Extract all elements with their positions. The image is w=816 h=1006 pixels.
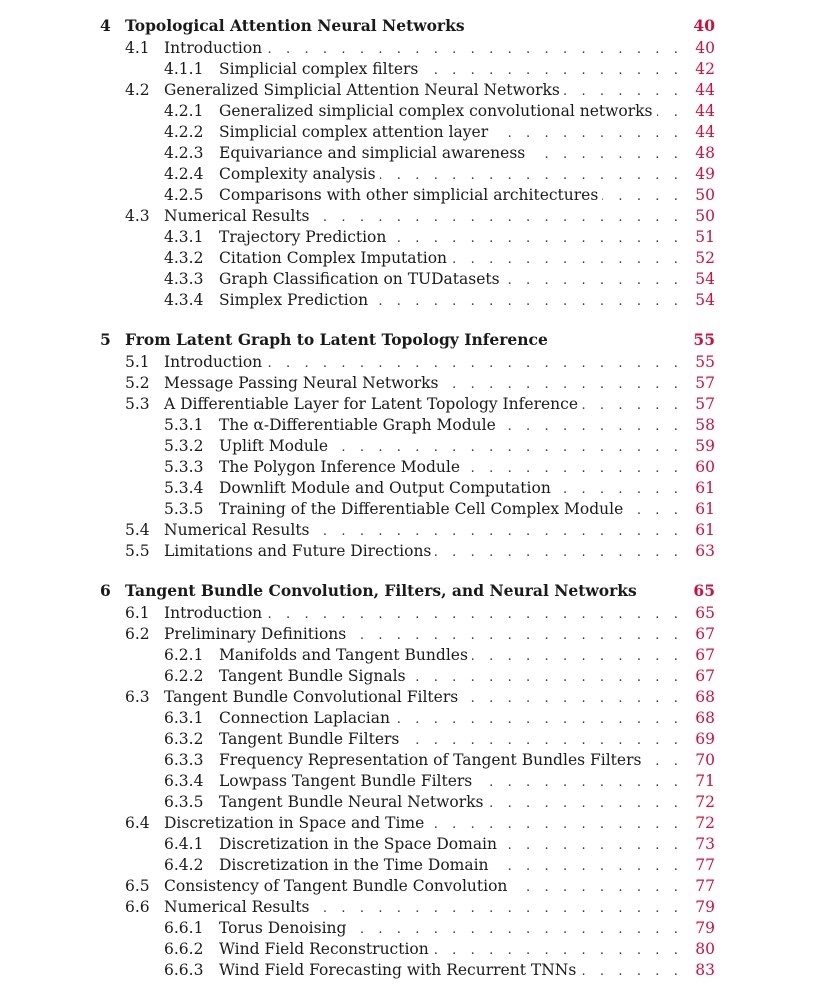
- section-title: Lowpass Tangent Bundle Filters: [219, 771, 476, 792]
- section-number: 6.3.5: [164, 793, 204, 811]
- toc-subsection-link[interactable]: [100, 59, 715, 80]
- dot-leader: [332, 437, 685, 458]
- section-number: 6.6.2: [164, 940, 204, 958]
- section-page-link[interactable]: 48: [695, 144, 715, 162]
- toc-subsection-link[interactable]: [100, 729, 715, 750]
- section-title: Generalized simplicial complex convolutional networks: [219, 101, 657, 122]
- section-number: 5.4: [125, 521, 150, 539]
- section-number: 6.4.1: [164, 835, 204, 853]
- toc-subsection-link[interactable]: [100, 499, 715, 520]
- toc-section-link[interactable]: [100, 813, 715, 834]
- section-title: Numerical Results: [164, 520, 314, 541]
- section-page-link[interactable]: 61: [695, 479, 715, 497]
- section-title: Uplift Module: [219, 436, 332, 457]
- section-number: 4.2.5: [164, 186, 204, 204]
- section-number: 6.2.1: [164, 646, 204, 664]
- section-page-link[interactable]: 40: [695, 39, 715, 57]
- section-number: 5.1: [125, 353, 150, 371]
- dot-leader: [657, 102, 686, 123]
- section-title: Complexity analysis: [219, 164, 380, 185]
- toc-subsection-link[interactable]: [100, 855, 715, 876]
- section-page-link[interactable]: 61: [695, 521, 715, 539]
- toc-subsection-link[interactable]: [100, 415, 715, 436]
- section-title: Trajectory Prediction: [219, 227, 390, 248]
- section-page-link[interactable]: 73: [695, 835, 715, 853]
- toc-section-link[interactable]: [100, 38, 715, 59]
- section-title: Frequency Representation of Tangent Bundles Filters: [219, 750, 645, 771]
- section-title: Numerical Results: [164, 206, 314, 227]
- section-page-link[interactable]: 67: [695, 646, 715, 664]
- section-page-link[interactable]: 57: [695, 395, 715, 413]
- section-title: Torus Denoising: [219, 918, 350, 939]
- section-page-link[interactable]: 60: [695, 458, 715, 476]
- dot-leader: [433, 940, 685, 961]
- section-page-link[interactable]: 65: [695, 604, 715, 622]
- section-title: Consistency of Tangent Bundle Convolution: [164, 876, 511, 897]
- section-page-link[interactable]: 72: [695, 793, 715, 811]
- toc-section-link[interactable]: [100, 687, 715, 708]
- section-title: Citation Complex Imputation: [219, 248, 451, 269]
- dot-leader: [422, 60, 685, 81]
- dot-leader: [314, 207, 685, 228]
- toc-subsection-link[interactable]: [100, 918, 715, 939]
- section-page-link[interactable]: 79: [695, 898, 715, 916]
- section-number: 4.3.1: [164, 228, 204, 246]
- chapter-title: Topological Attention Neural Networks: [125, 14, 469, 38]
- section-title: Downlift Module and Output Computation: [219, 478, 555, 499]
- dot-leader: [580, 961, 685, 982]
- section-number: 5.5: [125, 542, 150, 560]
- toc-subsection-link[interactable]: [100, 436, 715, 457]
- section-title: Connection Laplacian: [219, 708, 394, 729]
- dot-leader: [442, 374, 685, 395]
- toc-subsection-link[interactable]: [100, 960, 715, 981]
- chapter-page-link[interactable]: 55: [693, 330, 715, 349]
- section-page-link[interactable]: 68: [695, 709, 715, 727]
- section-title: Preliminary Definitions: [164, 624, 350, 645]
- section-title: Tangent Bundle Filters: [219, 729, 403, 750]
- toc-chapter-link[interactable]: [100, 579, 715, 603]
- section-title: Training of the Differentiable Cell Complex Module: [219, 499, 627, 520]
- dot-leader: [372, 291, 685, 312]
- chapter-title: Tangent Bundle Convolution, Filters, and Neural Networks: [125, 579, 641, 603]
- section-number: 4.1: [125, 39, 150, 57]
- section-title: Simplicial complex filters: [219, 59, 422, 80]
- toc-subsection-link[interactable]: [100, 645, 715, 666]
- toc-chapter-link[interactable]: [100, 14, 715, 38]
- toc-section-link[interactable]: [100, 394, 715, 415]
- toc-subsection-link[interactable]: [100, 771, 715, 792]
- section-number: 6.3.2: [164, 730, 204, 748]
- section-page-link[interactable]: 69: [695, 730, 715, 748]
- toc-chapter: [100, 14, 715, 311]
- dot-leader: [350, 625, 685, 646]
- toc-subsection-link[interactable]: [100, 750, 715, 771]
- section-title: Wind Field Reconstruction: [219, 939, 433, 960]
- section-title: Message Passing Neural Networks: [164, 373, 442, 394]
- section-page-link[interactable]: 49: [695, 165, 715, 183]
- toc-section-link[interactable]: [100, 541, 715, 562]
- dot-leader: [380, 165, 685, 186]
- section-number: 6.3.3: [164, 751, 204, 769]
- toc-subsection-link[interactable]: [100, 164, 715, 185]
- chapter-page-link[interactable]: 65: [693, 581, 715, 600]
- section-page-link[interactable]: 51: [695, 228, 715, 246]
- toc-chapter-link[interactable]: [100, 328, 715, 352]
- dot-leader: [410, 667, 685, 688]
- section-page-link[interactable]: 68: [695, 688, 715, 706]
- section-page-link[interactable]: 59: [695, 437, 715, 455]
- toc-subsection-link[interactable]: [100, 666, 715, 687]
- section-page-link[interactable]: 58: [695, 416, 715, 434]
- dot-leader: [266, 604, 685, 625]
- toc-section-link[interactable]: [100, 80, 715, 101]
- toc-section-link[interactable]: [100, 352, 715, 373]
- section-title: Numerical Results: [164, 897, 314, 918]
- section-number: 4.3.4: [164, 291, 204, 309]
- toc-subsection-link[interactable]: [100, 248, 715, 269]
- section-title: Simplicial complex attention layer: [219, 122, 492, 143]
- section-title: The Polygon Inference Module: [219, 457, 464, 478]
- dot-leader: [555, 479, 685, 500]
- section-title: Discretization in Space and Time: [164, 813, 428, 834]
- dot-leader: [403, 730, 685, 751]
- section-page-link[interactable]: 44: [695, 123, 715, 141]
- dot-leader: [266, 39, 685, 60]
- section-title: A Differentiable Layer for Latent Topology Inference: [164, 394, 582, 415]
- section-number: 5.3.1: [164, 416, 204, 434]
- section-number: 6.2: [125, 625, 150, 643]
- toc-subsection-link[interactable]: [100, 290, 715, 311]
- toc-subsection-link[interactable]: [100, 101, 715, 122]
- chapter-number: 5: [100, 330, 111, 349]
- dot-leader: [627, 500, 685, 521]
- dot-leader: [504, 270, 685, 291]
- section-number: 6.2.2: [164, 667, 204, 685]
- section-title: Graph Classification on TUDatasets: [219, 269, 504, 290]
- dot-leader: [582, 395, 685, 416]
- dot-leader: [314, 521, 685, 542]
- toc-section-link[interactable]: [100, 876, 715, 897]
- section-page-link[interactable]: 71: [695, 772, 715, 790]
- section-page-link[interactable]: 50: [695, 207, 715, 225]
- section-title: Tangent Bundle Signals: [219, 666, 410, 687]
- section-page-link[interactable]: 80: [695, 940, 715, 958]
- dot-leader: [476, 772, 685, 793]
- toc-subsection-link[interactable]: [100, 478, 715, 499]
- section-title: Tangent Bundle Neural Networks: [219, 792, 488, 813]
- dot-leader: [529, 144, 685, 165]
- chapter-number: 4: [100, 16, 111, 35]
- dot-leader: [492, 123, 685, 144]
- toc-chapter: [100, 328, 715, 562]
- toc-subsection-link[interactable]: [100, 143, 715, 164]
- section-number: 5.2: [125, 374, 150, 392]
- section-number: 4.2.2: [164, 123, 204, 141]
- toc-section-link[interactable]: [100, 897, 715, 918]
- dot-leader: [435, 542, 685, 563]
- section-number: 4.2: [125, 81, 150, 99]
- section-page-link[interactable]: 54: [695, 270, 715, 288]
- section-title: Limitations and Future Directions: [164, 541, 435, 562]
- section-title: Comparisons with other simplicial architectures: [219, 185, 602, 206]
- section-page-link[interactable]: 72: [695, 814, 715, 832]
- dot-leader: [451, 249, 685, 270]
- toc-subsection-link[interactable]: [100, 269, 715, 290]
- toc-subsection-link[interactable]: [100, 708, 715, 729]
- section-number: 6.6.1: [164, 919, 204, 937]
- dot-leader: [493, 856, 685, 877]
- table-of-contents: [100, 14, 715, 998]
- section-number: 6.4: [125, 814, 150, 832]
- section-title: Generalized Simplicial Attention Neural Networks: [164, 80, 564, 101]
- section-number: 4.1.1: [164, 60, 204, 78]
- section-number: 4.2.3: [164, 144, 204, 162]
- dot-leader: [350, 919, 685, 940]
- section-page-link[interactable]: 54: [695, 291, 715, 309]
- section-number: 4.3.3: [164, 270, 204, 288]
- section-title: Tangent Bundle Convolutional Filters: [164, 687, 462, 708]
- section-number: 5.3: [125, 395, 150, 413]
- section-page-link[interactable]: 63: [695, 542, 715, 560]
- dot-leader: [564, 81, 685, 102]
- section-title: Simplex Prediction: [219, 290, 372, 311]
- dot-leader: [428, 814, 685, 835]
- toc-section-link[interactable]: [100, 603, 715, 624]
- section-title: Introduction: [164, 603, 266, 624]
- toc-chapter: [100, 579, 715, 981]
- section-number: 6.3.1: [164, 709, 204, 727]
- section-number: 4.2.1: [164, 102, 204, 120]
- section-number: 5.3.2: [164, 437, 204, 455]
- section-number: 6.5: [125, 877, 150, 895]
- section-number: 6.6: [125, 898, 150, 916]
- toc-section-link[interactable]: [100, 373, 715, 394]
- section-page-link[interactable]: 42: [695, 60, 715, 78]
- chapter-number: 6: [100, 581, 111, 600]
- section-title: Introduction: [164, 38, 266, 59]
- dot-leader: [472, 646, 685, 667]
- toc-subsection-link[interactable]: [100, 122, 715, 143]
- dot-leader: [394, 709, 685, 730]
- section-number: 6.3.4: [164, 772, 204, 790]
- section-number: 6.4.2: [164, 856, 204, 874]
- section-page-link[interactable]: 50: [695, 186, 715, 204]
- section-page-link[interactable]: 61: [695, 500, 715, 518]
- section-number: 5.3.3: [164, 458, 204, 476]
- section-number: 5.3.5: [164, 500, 204, 518]
- section-page-link[interactable]: 44: [695, 102, 715, 120]
- toc-section-link[interactable]: [100, 624, 715, 645]
- section-title: Equivariance and simplicial awareness: [219, 143, 529, 164]
- section-title: Wind Field Forecasting with Recurrent TNNs: [219, 960, 580, 981]
- dot-leader: [488, 793, 686, 814]
- toc-subsection-link[interactable]: [100, 939, 715, 960]
- section-page-link[interactable]: 55: [695, 353, 715, 371]
- section-title: The α-Differentiable Graph Module: [219, 415, 500, 436]
- section-number: 5.3.4: [164, 479, 204, 497]
- toc-section-link[interactable]: [100, 520, 715, 541]
- section-title: Discretization in the Space Domain: [219, 834, 501, 855]
- dot-leader: [511, 877, 685, 898]
- section-number: 6.1: [125, 604, 150, 622]
- dot-leader: [501, 835, 685, 856]
- toc-subsection-link[interactable]: [100, 185, 715, 206]
- section-page-link[interactable]: 83: [695, 961, 715, 979]
- dot-leader: [314, 898, 685, 919]
- section-page-link[interactable]: 52: [695, 249, 715, 267]
- dot-leader: [462, 688, 685, 709]
- section-title: Introduction: [164, 352, 266, 373]
- dot-leader: [266, 353, 685, 374]
- dot-leader: [645, 751, 685, 772]
- section-page-link[interactable]: 77: [695, 877, 715, 895]
- dot-leader: [500, 416, 685, 437]
- toc-section-link[interactable]: [100, 206, 715, 227]
- dot-leader: [390, 228, 685, 249]
- section-number: 4.3.2: [164, 249, 204, 267]
- dot-leader: [602, 186, 685, 207]
- section-number: 6.3: [125, 688, 150, 706]
- section-page-link[interactable]: 57: [695, 374, 715, 392]
- toc-subsection-link[interactable]: [100, 457, 715, 478]
- section-page-link[interactable]: 67: [695, 625, 715, 643]
- chapter-page-link[interactable]: 40: [693, 16, 715, 35]
- section-number: 6.6.3: [164, 961, 204, 979]
- dot-leader: [464, 458, 685, 479]
- section-title: Manifolds and Tangent Bundles: [219, 645, 472, 666]
- toc-subsection-link[interactable]: [100, 227, 715, 248]
- toc-subsection-link[interactable]: [100, 834, 715, 855]
- section-page-link[interactable]: 79: [695, 919, 715, 937]
- section-title: Discretization in the Time Domain: [219, 855, 493, 876]
- chapter-title: From Latent Graph to Latent Topology Inference: [125, 328, 552, 352]
- section-page-link[interactable]: 77: [695, 856, 715, 874]
- section-number: 4.2.4: [164, 165, 204, 183]
- toc-subsection-link[interactable]: [100, 792, 715, 813]
- section-number: 4.3: [125, 207, 150, 225]
- section-page-link[interactable]: 70: [695, 751, 715, 769]
- section-page-link[interactable]: 44: [695, 81, 715, 99]
- section-page-link[interactable]: 67: [695, 667, 715, 685]
